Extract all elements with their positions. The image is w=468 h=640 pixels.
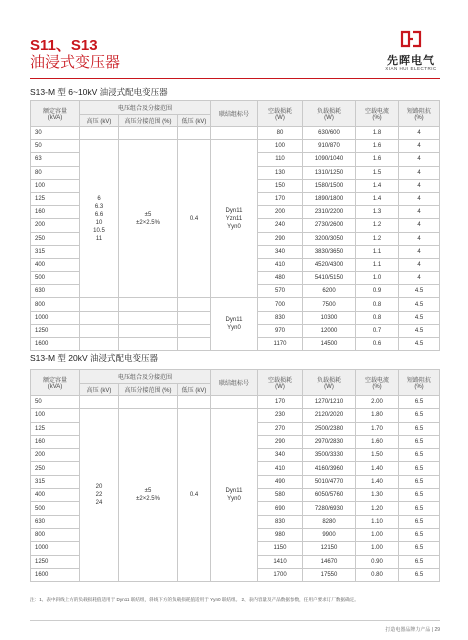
capacity-cell: 315 [31, 245, 80, 258]
load-loss-cell: 3500/3330 [303, 449, 356, 462]
noload-current-cell: 1.0 [356, 272, 399, 285]
noload-loss-cell: 170 [258, 192, 303, 205]
header-current: 空载电流 (%) [356, 370, 399, 396]
noload-loss-cell: 480 [258, 272, 303, 285]
load-loss-cell: 2730/2600 [303, 219, 356, 232]
impedance-cell: 6.5 [399, 528, 440, 541]
noload-loss-cell: 1150 [258, 542, 303, 555]
blank-hv-cell [80, 338, 119, 351]
noload-loss-cell: 200 [258, 206, 303, 219]
table-footnote: 注：1、表中斜线上方的负载损耗值适用于 Dyn11 联结组，斜线下方的负载损耗值适用于 Yyn0 联结组。 2、表内容量及产品数据参数，任用户要求订厂数据确定。 [30, 597, 359, 602]
noload-current-cell: 1.80 [356, 409, 399, 422]
noload-loss-cell: 240 [258, 219, 303, 232]
noload-loss-cell: 580 [258, 489, 303, 502]
blank-tap-cell [119, 311, 178, 324]
capacity-cell: 1250 [31, 555, 80, 568]
noload-current-cell: 1.4 [356, 179, 399, 192]
noload-current-cell: 1.30 [356, 489, 399, 502]
noload-current-cell: 1.50 [356, 449, 399, 462]
blank-vector-cell [211, 127, 258, 140]
noload-loss-cell: 130 [258, 166, 303, 179]
noload-loss-cell: 980 [258, 528, 303, 541]
impedance-cell: 4.5 [399, 324, 440, 337]
header-voltage-group: 电压组合及分接范围 [80, 101, 211, 115]
header-lv: 低压 (kV) [178, 115, 211, 127]
capacity-cell: 80 [31, 166, 80, 179]
noload-current-cell: 1.2 [356, 232, 399, 245]
load-loss-cell: 9900 [303, 528, 356, 541]
noload-current-cell: 1.6 [356, 140, 399, 153]
noload-loss-cell: 270 [258, 422, 303, 435]
header-load: 负载损耗 (W) [303, 101, 356, 127]
noload-current-cell: 0.7 [356, 324, 399, 337]
load-loss-cell: 2500/2380 [303, 422, 356, 435]
spec-table-20kv [30, 369, 440, 582]
impedance-cell: 4.5 [399, 285, 440, 298]
load-loss-cell: 6200 [303, 285, 356, 298]
impedance-cell: 6.5 [399, 449, 440, 462]
noload-current-cell: 1.5 [356, 166, 399, 179]
impedance-cell: 6.5 [399, 502, 440, 515]
header-lv: 低压 (kV) [178, 384, 211, 396]
noload-current-cell: 1.4 [356, 192, 399, 205]
noload-loss-cell: 830 [258, 515, 303, 528]
impedance-cell: 6.5 [399, 396, 440, 409]
logo-name-cn: 先晖电气 [387, 55, 435, 67]
noload-loss-cell: 1170 [258, 338, 303, 351]
impedance-cell: 6.5 [399, 568, 440, 581]
capacity-cell: 200 [31, 219, 80, 232]
capacity-cell: 250 [31, 232, 80, 245]
spec-table-10kv [30, 100, 440, 351]
impedance-cell: 6.5 [399, 555, 440, 568]
noload-loss-cell: 690 [258, 502, 303, 515]
noload-loss-cell: 410 [258, 258, 303, 271]
header-hv: 高压 (kV) [80, 115, 119, 127]
impedance-cell: 4 [399, 272, 440, 285]
capacity-cell: 160 [31, 435, 80, 448]
noload-current-cell: 0.9 [356, 285, 399, 298]
load-loss-cell: 1890/1800 [303, 192, 356, 205]
noload-current-cell: 1.6 [356, 153, 399, 166]
noload-loss-cell: 340 [258, 245, 303, 258]
blank-tap-cell [119, 298, 178, 311]
impedance-cell: 4 [399, 127, 440, 140]
noload-current-cell: 1.20 [356, 502, 399, 515]
load-loss-cell: 1310/1250 [303, 166, 356, 179]
noload-loss-cell: 1700 [258, 568, 303, 581]
title-product: 油浸式变压器 [30, 54, 121, 71]
blank-tap-cell [119, 338, 178, 351]
capacity-cell: 1000 [31, 542, 80, 555]
noload-loss-cell: 170 [258, 396, 303, 409]
vector-group-cell: Dyn11 Yyn0 [211, 409, 258, 582]
vector-group-cell: Dyn11 Yzn11 Yyn0 [211, 140, 258, 298]
noload-current-cell: 2.00 [356, 396, 399, 409]
noload-loss-cell: 100 [258, 140, 303, 153]
load-loss-cell: 14670 [303, 555, 356, 568]
noload-current-cell: 1.60 [356, 435, 399, 448]
impedance-cell: 4 [399, 179, 440, 192]
noload-current-cell: 1.40 [356, 462, 399, 475]
impedance-cell: 4 [399, 206, 440, 219]
capacity-cell: 1600 [31, 338, 80, 351]
header-capacity: 额定容量 (kVA) [31, 101, 80, 127]
noload-current-cell: 1.00 [356, 528, 399, 541]
noload-loss-cell: 570 [258, 285, 303, 298]
table-row [31, 409, 440, 422]
blank-tap-cell [119, 396, 178, 409]
header-impedance: 短路阻抗 (%) [399, 101, 440, 127]
impedance-cell: 6.5 [399, 422, 440, 435]
company-logo [378, 28, 444, 76]
impedance-cell: 4 [399, 166, 440, 179]
header-capacity: 额定容量 (kVA) [31, 370, 80, 396]
load-loss-cell: 630/600 [303, 127, 356, 140]
capacity-cell: 250 [31, 462, 80, 475]
load-loss-cell: 1270/1210 [303, 396, 356, 409]
capacity-cell: 315 [31, 475, 80, 488]
title-series: S11、S13 [30, 37, 98, 54]
table-row [31, 396, 440, 409]
impedance-cell: 6.5 [399, 435, 440, 448]
capacity-cell: 630 [31, 285, 80, 298]
capacity-cell: 50 [31, 140, 80, 153]
blank-hv-cell [80, 324, 119, 337]
noload-current-cell: 0.8 [356, 298, 399, 311]
load-loss-cell: 7500 [303, 298, 356, 311]
impedance-cell: 4 [399, 245, 440, 258]
hv-voltage-cell: 6 6.3 6.6 10 10.5 11 [80, 140, 119, 298]
noload-loss-cell: 110 [258, 153, 303, 166]
header-tap: 高压分接范围 (%) [119, 115, 178, 127]
impedance-cell: 6.5 [399, 542, 440, 555]
impedance-cell: 4 [399, 232, 440, 245]
capacity-cell: 1250 [31, 324, 80, 337]
load-loss-cell: 17550 [303, 568, 356, 581]
load-loss-cell: 3200/3050 [303, 232, 356, 245]
capacity-cell: 30 [31, 127, 80, 140]
noload-current-cell: 1.00 [356, 542, 399, 555]
capacity-cell: 400 [31, 258, 80, 271]
load-loss-cell: 2310/2200 [303, 206, 356, 219]
header-current: 空载电流 (%) [356, 101, 399, 127]
noload-current-cell: 0.8 [356, 311, 399, 324]
noload-loss-cell: 830 [258, 311, 303, 324]
impedance-cell: 6.5 [399, 462, 440, 475]
capacity-cell: 400 [31, 489, 80, 502]
capacity-cell: 200 [31, 449, 80, 462]
capacity-cell: 500 [31, 272, 80, 285]
hv-voltage-cell: 20 22 24 [80, 409, 119, 582]
capacity-cell: 1000 [31, 311, 80, 324]
capacity-cell: 50 [31, 396, 80, 409]
header-impedance: 短路阻抗 (%) [399, 370, 440, 396]
noload-loss-cell: 230 [258, 409, 303, 422]
load-loss-cell: 8280 [303, 515, 356, 528]
capacity-cell: 800 [31, 298, 80, 311]
table1-title: S13-M 型 6~10kV 油浸式配电变压器 [30, 87, 168, 97]
table2-title: S13-M 型 20kV 油浸式配电变压器 [30, 353, 158, 363]
noload-loss-cell: 410 [258, 462, 303, 475]
header-hv: 高压 (kV) [80, 384, 119, 396]
capacity-cell: 63 [31, 153, 80, 166]
tap-range-cell: ±5 ±2×2.5% [119, 140, 178, 298]
impedance-cell: 4 [399, 153, 440, 166]
logo-name-en: XIAN HUI ELECTRIC [385, 66, 437, 71]
blank-tap-cell [119, 127, 178, 140]
load-loss-cell: 10300 [303, 311, 356, 324]
table-row [31, 127, 440, 140]
noload-loss-cell: 150 [258, 179, 303, 192]
noload-loss-cell: 1410 [258, 555, 303, 568]
load-loss-cell: 5410/5150 [303, 272, 356, 285]
noload-current-cell: 1.40 [356, 475, 399, 488]
noload-current-cell: 1.1 [356, 258, 399, 271]
impedance-cell: 6.5 [399, 409, 440, 422]
lv-voltage-cell: 0.4 [178, 140, 211, 298]
load-loss-cell: 3830/3650 [303, 245, 356, 258]
load-loss-cell: 910/870 [303, 140, 356, 153]
table-row [31, 298, 440, 311]
capacity-cell: 630 [31, 515, 80, 528]
load-loss-cell: 2120/2020 [303, 409, 356, 422]
impedance-cell: 6.5 [399, 489, 440, 502]
load-loss-cell: 4520/4300 [303, 258, 356, 271]
header-voltage-group: 电压组合及分接范围 [80, 370, 211, 384]
blank-hv-cell [80, 396, 119, 409]
capacity-cell: 125 [31, 192, 80, 205]
blank-lv-cell [178, 324, 211, 337]
lv-voltage-cell: 0.4 [178, 409, 211, 582]
blank-hv-cell [80, 311, 119, 324]
blank-lv-cell [178, 311, 211, 324]
impedance-cell: 4 [399, 140, 440, 153]
impedance-cell: 4 [399, 219, 440, 232]
blank-hv-cell [80, 298, 119, 311]
noload-loss-cell: 290 [258, 232, 303, 245]
table-row [31, 140, 440, 153]
impedance-cell: 6.5 [399, 475, 440, 488]
divider [30, 78, 440, 79]
capacity-cell: 1600 [31, 568, 80, 581]
load-loss-cell: 12150 [303, 542, 356, 555]
capacity-cell: 125 [31, 422, 80, 435]
header-vector: 联结组标号 [211, 370, 258, 396]
header-noload: 空载损耗 (W) [258, 370, 303, 396]
load-loss-cell: 2970/2830 [303, 435, 356, 448]
noload-loss-cell: 970 [258, 324, 303, 337]
blank-lv-cell [178, 396, 211, 409]
blank-vector-cell [211, 396, 258, 409]
noload-loss-cell: 700 [258, 298, 303, 311]
footer-divider [30, 620, 440, 621]
impedance-cell: 4 [399, 258, 440, 271]
header-vector: 联结组标号 [211, 101, 258, 127]
header-tap: 高压分接范围 (%) [119, 384, 178, 396]
load-loss-cell: 12000 [303, 324, 356, 337]
impedance-cell: 4.5 [399, 298, 440, 311]
noload-loss-cell: 290 [258, 435, 303, 448]
capacity-cell: 100 [31, 409, 80, 422]
load-loss-cell: 6050/5760 [303, 489, 356, 502]
load-loss-cell: 7280/6930 [303, 502, 356, 515]
load-loss-cell: 1580/1500 [303, 179, 356, 192]
load-loss-cell: 4160/3960 [303, 462, 356, 475]
header-noload: 空载损耗 (W) [258, 101, 303, 127]
capacity-cell: 160 [31, 206, 80, 219]
logo-mark-icon [400, 28, 422, 50]
blank-tap-cell [119, 324, 178, 337]
load-loss-cell: 5010/4770 [303, 475, 356, 488]
noload-current-cell: 0.80 [356, 568, 399, 581]
noload-loss-cell: 490 [258, 475, 303, 488]
capacity-cell: 800 [31, 528, 80, 541]
blank-lv-cell [178, 127, 211, 140]
page-footer: 打造电器品牌力产品 | 29 [385, 627, 440, 633]
load-loss-cell: 1090/1040 [303, 153, 356, 166]
noload-current-cell: 1.70 [356, 422, 399, 435]
noload-current-cell: 1.3 [356, 206, 399, 219]
noload-current-cell: 0.6 [356, 338, 399, 351]
capacity-cell: 100 [31, 179, 80, 192]
noload-current-cell: 1.1 [356, 245, 399, 258]
vector-group-cell: Dyn11 Yyn0 [211, 298, 258, 351]
header-load: 负载损耗 (W) [303, 370, 356, 396]
noload-loss-cell: 80 [258, 127, 303, 140]
tap-range-cell: ±5 ±2×2.5% [119, 409, 178, 582]
impedance-cell: 4.5 [399, 311, 440, 324]
noload-current-cell: 0.90 [356, 555, 399, 568]
noload-current-cell: 1.10 [356, 515, 399, 528]
noload-loss-cell: 340 [258, 449, 303, 462]
impedance-cell: 4 [399, 192, 440, 205]
noload-current-cell: 1.8 [356, 127, 399, 140]
blank-lv-cell [178, 338, 211, 351]
capacity-cell: 500 [31, 502, 80, 515]
load-loss-cell: 14500 [303, 338, 356, 351]
impedance-cell: 6.5 [399, 515, 440, 528]
impedance-cell: 4.5 [399, 338, 440, 351]
noload-current-cell: 1.2 [356, 219, 399, 232]
blank-lv-cell [178, 298, 211, 311]
blank-hv-cell [80, 127, 119, 140]
